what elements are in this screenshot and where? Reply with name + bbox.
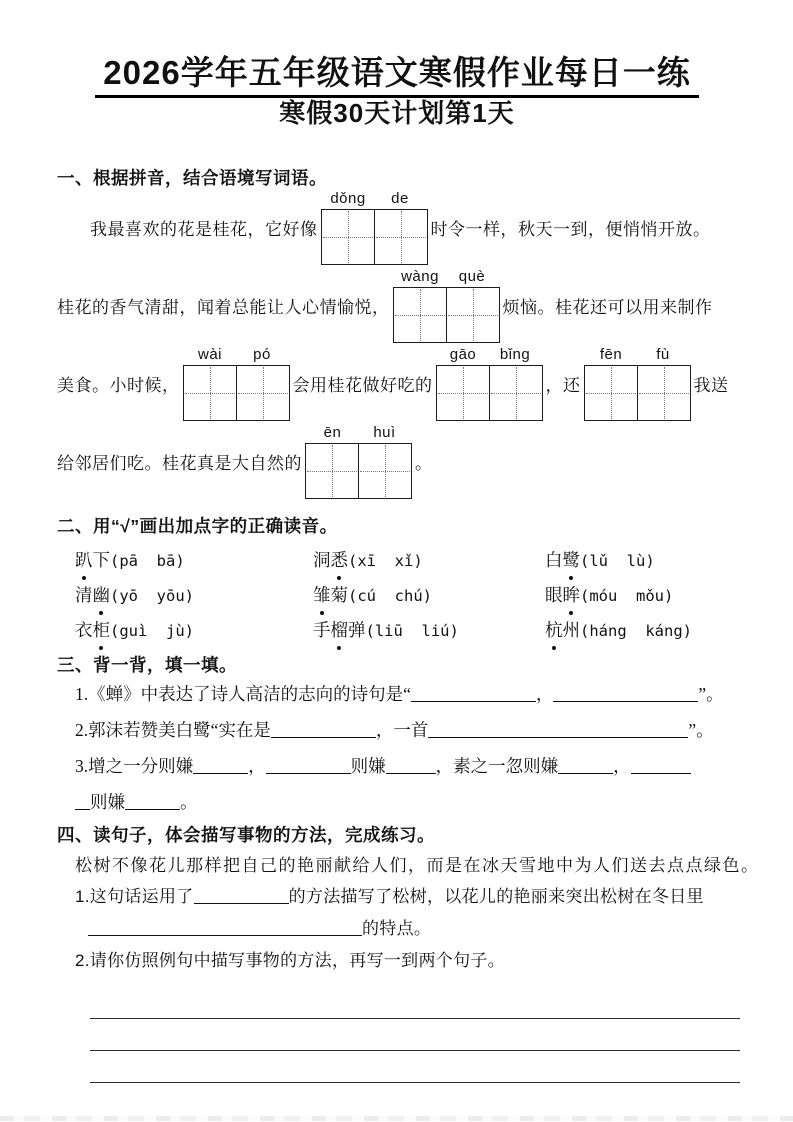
- answer-blank: [386, 755, 436, 774]
- line3-text-1: 美食。小时候，: [57, 376, 180, 396]
- pinyin-line-2: [57, 267, 737, 345]
- pinyin-label: wàng què: [401, 268, 486, 286]
- dotted-character: 眸: [563, 578, 581, 612]
- writing-grid-gaobing: [436, 346, 543, 421]
- answer-blank: [266, 755, 351, 774]
- section4-heading: 四、读句子，体会描写事物的方法，完成练习。: [57, 824, 435, 845]
- answer-line: [90, 987, 740, 1019]
- pinyin-line-1: [57, 189, 737, 267]
- answer-line: [90, 1051, 740, 1083]
- fill-question-1: 1.《蝉》中表达了诗人高洁的志向的诗句是“ ， ”。: [75, 683, 724, 704]
- reading-question-2: 2.请你仿照例句中描写事物的方法，再写一到两个句子。: [75, 950, 505, 970]
- fill-question-2: 2.郭沫若赞美白鹭“实在是 ，一首 ”。: [75, 719, 714, 740]
- writing-cell: [585, 366, 637, 420]
- writing-cell: [236, 366, 289, 420]
- item-number: 1.: [75, 683, 89, 704]
- pinyin-label: fēn fù: [599, 346, 670, 364]
- item-number: 2.: [75, 719, 89, 740]
- pronunciation-grid: [57, 543, 737, 648]
- writing-cells: [305, 443, 412, 499]
- writing-grid-wangque: [393, 268, 500, 343]
- answer-blank: [411, 683, 536, 702]
- pronunciation-item: 雏菊(cú chú): [313, 578, 545, 613]
- writing-cell: [374, 210, 427, 264]
- pinyin-options: (cú chú): [348, 586, 432, 605]
- pronunciation-item: 白鹭(lǔ lù): [545, 543, 737, 578]
- writing-cells: [584, 365, 691, 421]
- pinyin-options: (liū liú): [365, 621, 459, 640]
- writing-cell: [358, 444, 411, 498]
- pinyin-options: (háng káng): [580, 621, 692, 640]
- line3-text-2: 会用桂花做好吃的: [292, 376, 433, 396]
- pinyin-options: (lǔ lù): [580, 551, 655, 570]
- dotted-character: 趴: [75, 543, 93, 577]
- writing-cell: [306, 444, 358, 498]
- pronunciation-item: 杭州(háng káng): [545, 613, 737, 648]
- answer-blank: [553, 683, 698, 702]
- writing-grid-dongde: [321, 190, 428, 265]
- answer-blank: [88, 918, 362, 936]
- worksheet-header: [57, 54, 737, 128]
- writing-cells: [183, 365, 290, 421]
- writing-grid-enhui: [305, 424, 412, 499]
- answer-blank: [631, 755, 691, 774]
- writing-cell: [394, 288, 446, 342]
- section-pronunciation: [57, 515, 737, 648]
- pinyin-label: dǒng de: [330, 190, 409, 208]
- section-fill-in: [57, 654, 737, 820]
- pinyin-label: ēn huì: [323, 424, 396, 442]
- answer-blank: [271, 719, 376, 738]
- page-title: 2026学年五年级语文寒假作业每日一练: [57, 54, 737, 98]
- writing-cell: [489, 366, 542, 420]
- dotted-character: 悉: [331, 543, 349, 577]
- pronunciation-item: 清幽(yō yōu): [75, 578, 313, 613]
- pinyin-line-4: [57, 423, 737, 501]
- pinyin-options: (xī xǐ): [348, 551, 423, 570]
- writing-grid-waipo: [183, 346, 290, 421]
- answer-blank: [75, 791, 90, 810]
- pinyin-label: gāo bǐng: [449, 346, 531, 364]
- pronunciation-item: 衣柜(guì jù): [75, 613, 313, 648]
- writing-cells: [321, 209, 428, 265]
- dotted-character: 榴: [331, 613, 349, 647]
- line4-text-pre: 给邻居们吃。桂花真是大自然的: [57, 454, 302, 474]
- writing-cell: [322, 210, 374, 264]
- pinyin-options: (pā bā): [110, 551, 185, 570]
- fill-question-3-line-2: 则嫌 。: [57, 784, 737, 820]
- line2-text-pre: 桂花的香气清甜，闻着总能让人心情愉悦，: [57, 298, 390, 318]
- section3-heading: 三、背一背，填一填。: [57, 654, 237, 675]
- answer-blank: [428, 719, 688, 738]
- dotted-character: 鹭: [563, 543, 581, 577]
- writing-cell: [637, 366, 690, 420]
- answer-blank: [125, 791, 180, 810]
- section2-heading: 二、用“√”画出加点字的正确读音。: [57, 515, 338, 536]
- item-number: 1.: [75, 886, 90, 906]
- line3-text-3: ，还: [545, 376, 581, 396]
- answer-lines: [57, 987, 737, 1083]
- pronunciation-item: 手榴弹(liū liú): [313, 613, 545, 648]
- example-sentence: 松树不像花儿那样把自己的艳丽献给人们，而是在冰天雪地中为人们送去点点绿色。: [75, 855, 760, 875]
- writing-cell: [437, 366, 489, 420]
- writing-cells: [436, 365, 543, 421]
- pinyin-options: (móu mǒu): [580, 586, 674, 605]
- dotted-character: 雏: [313, 578, 331, 612]
- dotted-character: 杭: [545, 613, 563, 647]
- line1-text-pre: 我最喜欢的花是桂花，它好像: [90, 220, 318, 240]
- pinyin-options: (yō yōu): [110, 586, 194, 605]
- item-number: 2.: [75, 950, 90, 970]
- page-subtitle: 寒假30天计划第1天: [279, 97, 515, 128]
- dotted-character: 柜: [93, 613, 111, 647]
- reading-question-1-line-1: 1.这句话运用了 的方法描写了松树，以花儿的艳丽来突出松树在冬日里: [75, 886, 704, 906]
- answer-blank: [193, 755, 248, 774]
- page-bottom-cutoff-text: [0, 1116, 793, 1121]
- writing-cell: [184, 366, 236, 420]
- fill-question-3-line-1: 3.增之一分则嫌 ， 则嫌 ，素之一忽则嫌 ，: [57, 748, 737, 784]
- writing-cell: [446, 288, 499, 342]
- answer-blank: [194, 886, 289, 904]
- pronunciation-item: 眼眸(móu mǒu): [545, 578, 737, 613]
- line3-text-4: 我送: [693, 376, 729, 396]
- dotted-character: 幽: [93, 578, 111, 612]
- pinyin-options: (guì jù): [110, 621, 194, 640]
- pinyin-label: wài pó: [197, 346, 271, 364]
- section1-heading: 一、根据拼音，结合语境写词语。: [57, 167, 327, 188]
- section-pinyin-words: [57, 167, 737, 501]
- section-reading-practice: [57, 824, 760, 1083]
- writing-grid-fenfu: [584, 346, 691, 421]
- answer-blank: [558, 755, 613, 774]
- item-number: 3.: [75, 755, 89, 776]
- pronunciation-item: 趴下(pā bā): [75, 543, 313, 578]
- writing-cells: [393, 287, 500, 343]
- line4-text-post: 。: [415, 454, 433, 474]
- reading-question-1-line-2: 的特点。: [57, 913, 737, 945]
- answer-line: [90, 1019, 740, 1051]
- line2-text-post: 烦恼。桂花还可以用来制作: [502, 298, 713, 318]
- pinyin-line-3: [57, 345, 737, 423]
- pronunciation-item: 洞悉(xī xǐ): [313, 543, 545, 578]
- line1-text-post: 时令一样，秋天一到，便悄悄开放。: [430, 220, 711, 240]
